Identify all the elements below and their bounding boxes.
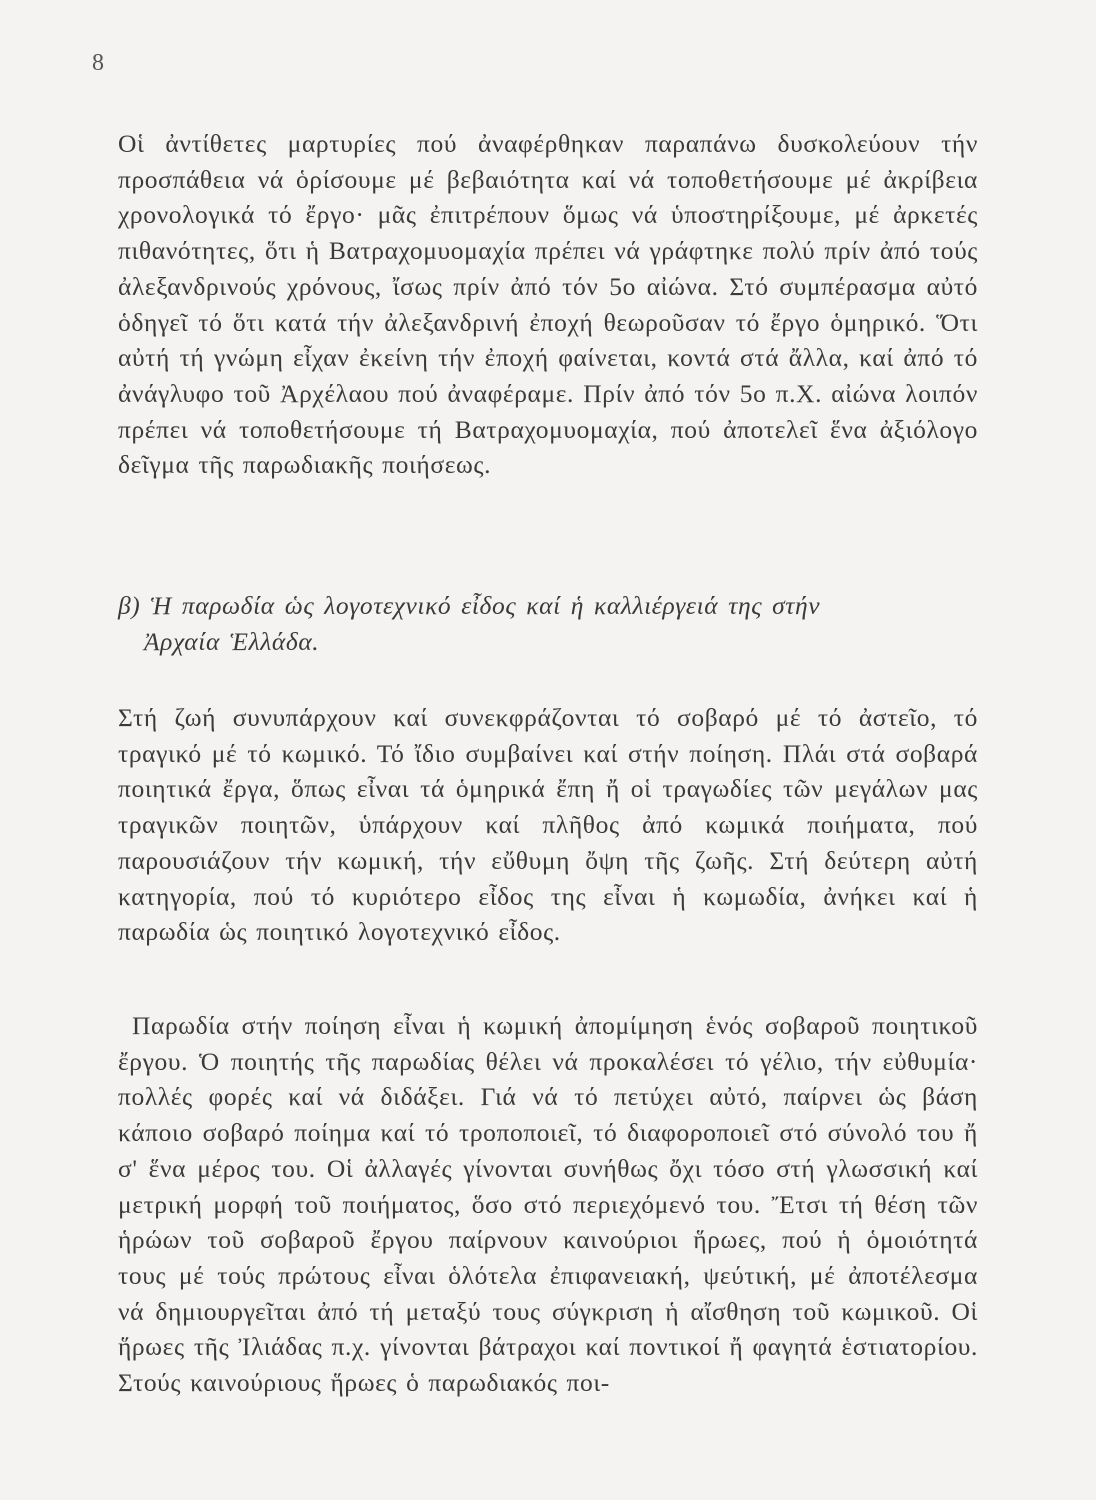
section-heading-line-1: β) Ἡ παρωδία ὡς λογοτεχνικό εἶδος καί ἡ καλλιέργειά της στήν xyxy=(118,591,821,620)
page-number: 8 xyxy=(92,50,104,76)
paragraph-comic-poetry: Στή ζωή συνυπάρχουν καί συνεκφράζονται τό σοβαρό μέ τό ἀστεῖο, τό τραγικό μέ τό κωμικό. Τό ἴδιο συμβαίνει καί στήν ποίηση. Πλάι στά σοβαρά ποιητικά ἔργα, ὅπως εἶναι τά ὁμηρικά ἔπη ἤ οἱ τραγωδίες τῶν μεγάλων μας τραγικῶν ποιητῶν, ὑπάρχουν καί πλῆθος ἀπό κωμικά ποιήματα, πού παρουσιάζουν τήν κωμική, τήν εὔθυμη ὄψη τῆς ζωῆς. Στή δεύτερη αὐτή κατηγορία, πού τό κυριότερο εἶδος της εἶναι ἡ κωμωδία, ἀνήκει καί ἡ παρωδία ὡς ποιητικό λογοτεχνικό εἶδος. xyxy=(118,703,978,947)
section-heading-line-2: Ἀρχαία Ἑλλάδα. xyxy=(144,627,320,656)
paragraph-dating: Οἱ ἀντίθετες μαρτυρίες πού ἀναφέρθηκαν παραπάνω δυσκολεύουν τήν προσπάθεια νά ὁρίσουμε μέ βεβαιότητα καί νά τοποθετήσουμε μέ ἀκρίβεια χρονολογικά τό ἔργο· μᾶς ἐπιτρέπουν ὅμως νά ὑποστηρίξουμε, μέ ἀρκετές πιθανότητες, ὅτι ἡ Βατραχομυομαχία πρέπει νά γράφτηκε πολύ πρίν ἀπό τούς ἀλεξανδρινούς χρόνους, ἴσως πρίν ἀπό τόν 5ο αἰώνα. Στό συμπέρασμα αὐτό ὁδηγεῖ τό ὅτι κατά τήν ἀλεξανδρινή ἐποχή θεωροῦσαν τό ἔργο ὁμηρικό. Ὅτι αὐτή τή γνώμη εἶχαν ἐκείνη τήν ἐποχή φαίνεται, κοντά στά ἄλλα, καί ἀπό τό ἀνάγλυφο τοῦ Ἀρχέλαου πού ἀναφέραμε. Πρίν ἀπό τόν 5ο π.Χ. αἰώνα λοιπόν πρέπει νά τοποθετήσουμε τή Βατραχομυομαχία, πού ἀποτελεῖ ἕνα ἀξιόλογο δεῖγμα τῆς παρωδιακῆς ποιήσεως. xyxy=(118,129,978,480)
paragraph-parody-definition: Παρωδία στήν ποίηση εἶναι ἡ κωμική ἀπομίμηση ἑνός σοβαροῦ ποιητικοῦ ἔργου. Ὁ ποιητής τῆς παρωδίας θέλει νά προκαλέσει τό γέλιο, τήν εὐθυμία· πολλές φορές καί νά διδάξει. Γιά νά τό πετύχει αὐτό, παίρνει ὡς βάση κάποιο σοβαρό ποίημα καί τό τροποποιεῖ, τό διαφοροποιεῖ στό σύνολό του ἤ σ' ἕνα μέρος του. Οἱ ἀλλαγές γίνονται συνήθως ὄχι τόσο στή γλωσσική καί μετρική μορφή τοῦ ποιήματος, ὅσο στό περιεχόμενό του. Ἔτσι τή θέση τῶν ἡρώων τοῦ σοβαροῦ ἔργου παίρνουν καινούριοι ἥρωες, πού ἡ ὁμοιότητά τους μέ τούς πρώτους εἶναι ὁλότελα ἐπιφανειακή, ψεύτική, μέ ἀποτέλεσμα νά δημιουργεῖται ἀπό τή μεταξύ τους σύγκριση ἡ αἴσθηση τοῦ κωμικοῦ. Οἱ ἥρωες τῆς Ἰλιάδας π.χ. γίνονται βάτραχοι καί ποντικοί ἤ φαγητά ἑστιατορίου. Στούς καινούριους ἥρωες ὁ παρωδιακός ποι- xyxy=(118,1011,978,1398)
section-heading xyxy=(118,588,978,660)
